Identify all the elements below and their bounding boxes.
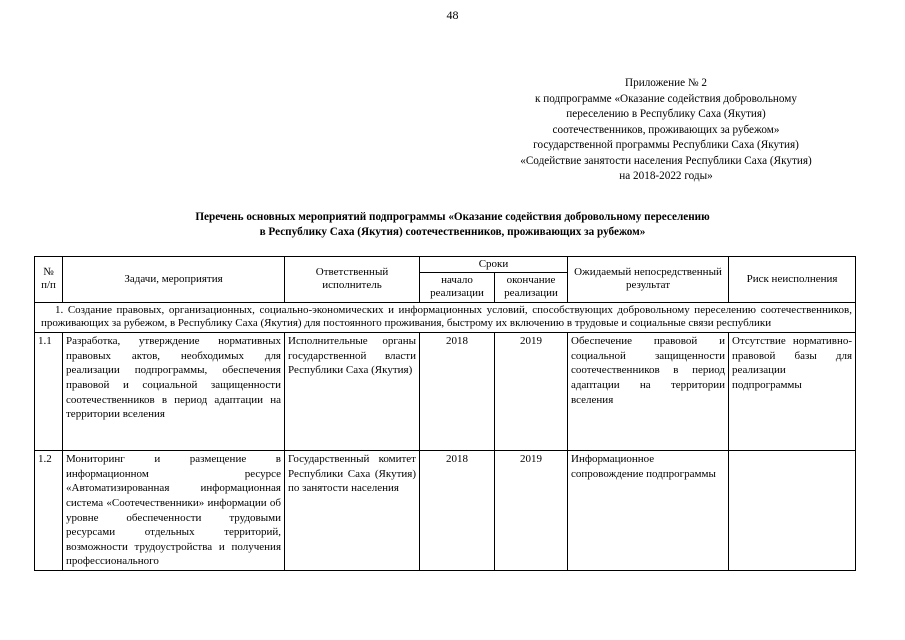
row-start-year: 2018 xyxy=(420,451,495,571)
row-result: Информационное сопровождение подпрограммы xyxy=(568,451,729,571)
document-title-line: Перечень основных мероприятий подпрограммы «Оказание содействия добровольному переселению xyxy=(195,211,710,223)
appendix-line: к подпрограмме «Оказание содействия добровольному xyxy=(535,92,797,105)
section-cell xyxy=(35,302,856,333)
appendix-line: на 2018-2022 годы» xyxy=(619,170,713,182)
header-result: Ожидаемый непосредственный результат xyxy=(568,257,729,303)
section-text: Создание правовых, организационных, социально-экономических и информационных условий, способствующих добровольному переселению соотечественников, проживающих за рубежом, в Республику Саха (Якутия) для постоянного проживания, быстрому их включению в трудовые и социальные связи республики xyxy=(41,303,853,330)
row-task: Разработка, утверждение нормативных правовых актов, необходимых для реализации подпрограммы, обеспечения правовой и социальной защищенности соотечественников в период адаптации на территории вселения xyxy=(63,333,285,451)
header-risk: Риск неисполнения xyxy=(729,257,856,303)
appendix-line: переселению в Республику Саха (Якутия) xyxy=(566,108,766,120)
appendix-line: Приложение № 2 xyxy=(625,77,707,89)
document-title xyxy=(60,210,845,239)
appendix-line: государственной программы Республики Саха (Якутия) xyxy=(533,139,799,151)
appendix-block xyxy=(486,76,846,185)
row-result: Обеспечение правовой и социальной защищенности соотечественников в период адаптации на территории вселения xyxy=(568,333,729,451)
appendix-line: соотечественников, проживающих за рубежом» xyxy=(552,123,780,136)
section-row xyxy=(35,302,856,333)
section-number: 1. xyxy=(55,303,64,316)
measures-table xyxy=(34,256,856,571)
appendix-line: «Содействие занятости населения Республики Саха (Якутия) xyxy=(520,154,812,167)
row-risk xyxy=(729,451,856,571)
header-tasks: Задачи, мероприятия xyxy=(63,257,285,303)
row-task: Мониторинг и размещение в информационном ресурсе «Автоматизированная информационная система «Соотечественники» информации об уровне обеспеченности трудовыми ресурсами отдельных территорий, возможности трудоустройства и получения профессионального xyxy=(63,451,285,571)
row-executor: Исполнительные органы государственной власти Республики Саха (Якутия) xyxy=(285,333,420,451)
document-title-line: в Республику Саха (Якутия) соотечественников, проживающих за рубежом» xyxy=(259,225,646,238)
header-start: начало реализации xyxy=(420,273,495,302)
row-risk: Отсутствие нормативно-правовой базы для реализации подпрограммы xyxy=(729,333,856,451)
table-row xyxy=(35,333,856,451)
row-number: 1.1 xyxy=(35,333,63,451)
page-number: 48 xyxy=(446,8,459,22)
header-number: № п/п xyxy=(35,257,63,303)
header-executor: Ответственный исполнитель xyxy=(285,257,420,303)
row-end-year: 2019 xyxy=(495,451,568,571)
table-header-row xyxy=(35,257,856,273)
row-number: 1.2 xyxy=(35,451,63,571)
row-end-year: 2019 xyxy=(495,333,568,451)
table-row xyxy=(35,451,856,571)
header-end: окончание реализации xyxy=(495,273,568,302)
row-start-year: 2018 xyxy=(420,333,495,451)
header-terms: Сроки xyxy=(420,257,568,273)
row-executor: Государственный комитет Республики Саха (Якутия) по занятости населения xyxy=(285,451,420,571)
